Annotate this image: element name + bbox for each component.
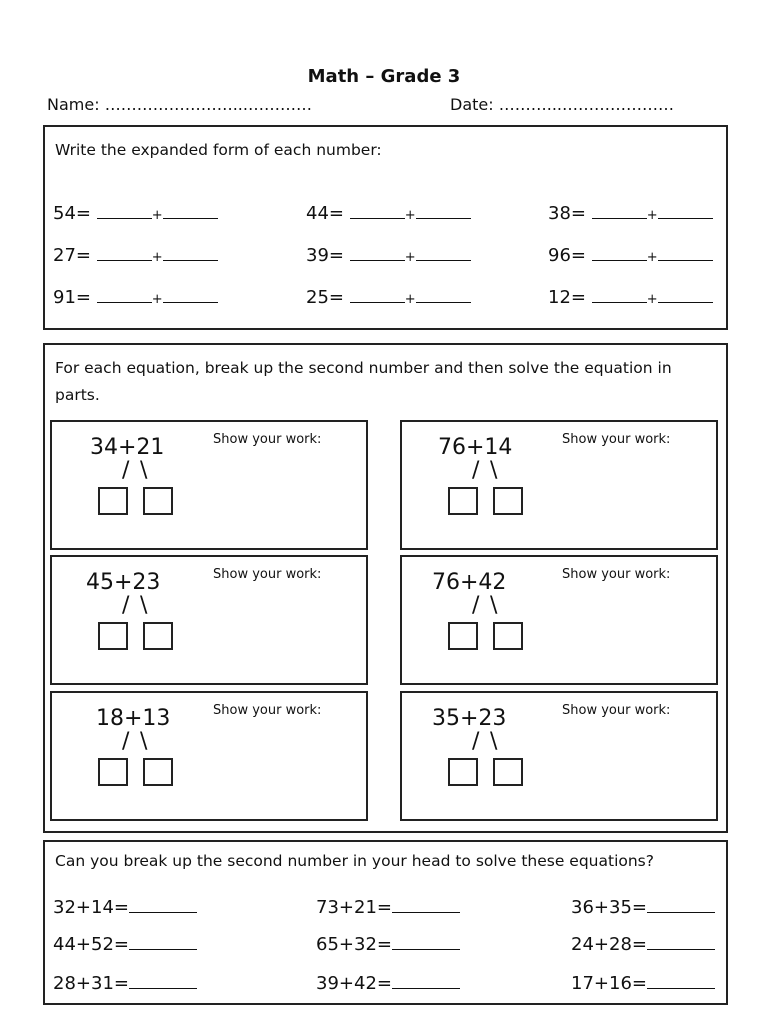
answer-blank[interactable] [647, 973, 715, 989]
break-up-instruction: For each equation, break up the second number and then solve the equation in parts. [55, 359, 672, 404]
date-label: Date: [450, 95, 494, 114]
expanded-form-item: 54= + [53, 203, 218, 224]
answer-blank[interactable] [658, 245, 713, 261]
mental-math-item: 39+42= [316, 973, 460, 994]
answer-blank[interactable] [658, 203, 713, 219]
part-box[interactable] [98, 622, 128, 650]
worksheet-title: Math – Grade 3 [307, 66, 461, 87]
part-box[interactable] [493, 487, 523, 515]
name-field[interactable]: ……………………...………… [104, 95, 312, 114]
mental-math-item: 32+14= [53, 897, 197, 918]
answer-blank[interactable] [97, 203, 152, 219]
part-box[interactable] [493, 622, 523, 650]
answer-blank[interactable] [163, 203, 218, 219]
split-line-right: \ [140, 729, 148, 754]
split-line-left: / [122, 593, 130, 618]
answer-blank[interactable] [392, 897, 460, 913]
split-line-right: \ [490, 729, 498, 754]
expanded-form-instruction: Write the expanded form of each number: [55, 141, 382, 159]
problem-equation: 18+13 [96, 706, 171, 731]
split-line-left: / [472, 593, 480, 618]
answer-blank[interactable] [416, 287, 471, 303]
answer-blank[interactable] [97, 245, 152, 261]
problem-equation: 76+14 [438, 435, 513, 460]
answer-blank[interactable] [592, 203, 647, 219]
expanded-form-item: 27= + [53, 245, 218, 266]
part-box[interactable] [143, 622, 173, 650]
expanded-form-item: 91= + [53, 287, 218, 308]
name-label: Name: [47, 95, 100, 114]
answer-blank[interactable] [129, 897, 197, 913]
mental-math-item: 17+16= [571, 973, 715, 994]
answer-blank[interactable] [647, 897, 715, 913]
split-line-right: \ [140, 593, 148, 618]
expanded-form-item: 38= + [548, 203, 713, 224]
mental-math-instruction: Can you break up the second number in your head to solve these equations? [55, 852, 654, 870]
answer-blank[interactable] [658, 287, 713, 303]
expanded-form-item: 39= + [306, 245, 471, 266]
answer-blank[interactable] [163, 287, 218, 303]
name-line [47, 95, 312, 114]
date-line [450, 95, 674, 114]
problem-equation: 35+23 [432, 706, 507, 731]
show-work-label: Show your work: [562, 432, 671, 447]
date-field[interactable]: ………...………………… [498, 95, 674, 114]
part-box[interactable] [98, 487, 128, 515]
answer-blank[interactable] [129, 934, 197, 950]
answer-blank[interactable] [416, 245, 471, 261]
split-line-right: \ [490, 593, 498, 618]
expanded-form-item: 25= + [306, 287, 471, 308]
problem-equation: 45+23 [86, 570, 161, 595]
answer-blank[interactable] [97, 287, 152, 303]
answer-blank[interactable] [647, 934, 715, 950]
answer-blank[interactable] [350, 203, 405, 219]
part-box[interactable] [143, 487, 173, 515]
part-box[interactable] [448, 622, 478, 650]
show-work-label: Show your work: [562, 567, 671, 582]
part-box[interactable] [448, 487, 478, 515]
answer-blank[interactable] [350, 287, 405, 303]
problem-equation: 76+42 [432, 570, 507, 595]
show-work-label: Show your work: [213, 432, 322, 447]
expanded-form-item: 96= + [548, 245, 713, 266]
split-line-left: / [472, 458, 480, 483]
split-line-left: / [122, 458, 130, 483]
split-line-left: / [122, 729, 130, 754]
answer-blank[interactable] [392, 934, 460, 950]
split-line-right: \ [140, 458, 148, 483]
answer-blank[interactable] [392, 973, 460, 989]
mental-math-item: 36+35= [571, 897, 715, 918]
mental-math-item: 28+31= [53, 973, 197, 994]
part-box[interactable] [98, 758, 128, 786]
answer-blank[interactable] [129, 973, 197, 989]
mental-math-item: 44+52= [53, 934, 197, 955]
show-work-label: Show your work: [213, 703, 322, 718]
part-box[interactable] [448, 758, 478, 786]
answer-blank[interactable] [163, 245, 218, 261]
expanded-form-item: 44= + [306, 203, 471, 224]
split-line-right: \ [490, 458, 498, 483]
problem-equation: 34+21 [90, 435, 165, 460]
answer-blank[interactable] [350, 245, 405, 261]
part-box[interactable] [493, 758, 523, 786]
expanded-form-item: 12= + [548, 287, 713, 308]
split-line-left: / [472, 729, 480, 754]
show-work-label: Show your work: [562, 703, 671, 718]
answer-blank[interactable] [416, 203, 471, 219]
part-box[interactable] [143, 758, 173, 786]
answer-blank[interactable] [592, 287, 647, 303]
mental-math-item: 24+28= [571, 934, 715, 955]
answer-blank[interactable] [592, 245, 647, 261]
mental-math-item: 73+21= [316, 897, 460, 918]
show-work-label: Show your work: [213, 567, 322, 582]
mental-math-item: 65+32= [316, 934, 460, 955]
